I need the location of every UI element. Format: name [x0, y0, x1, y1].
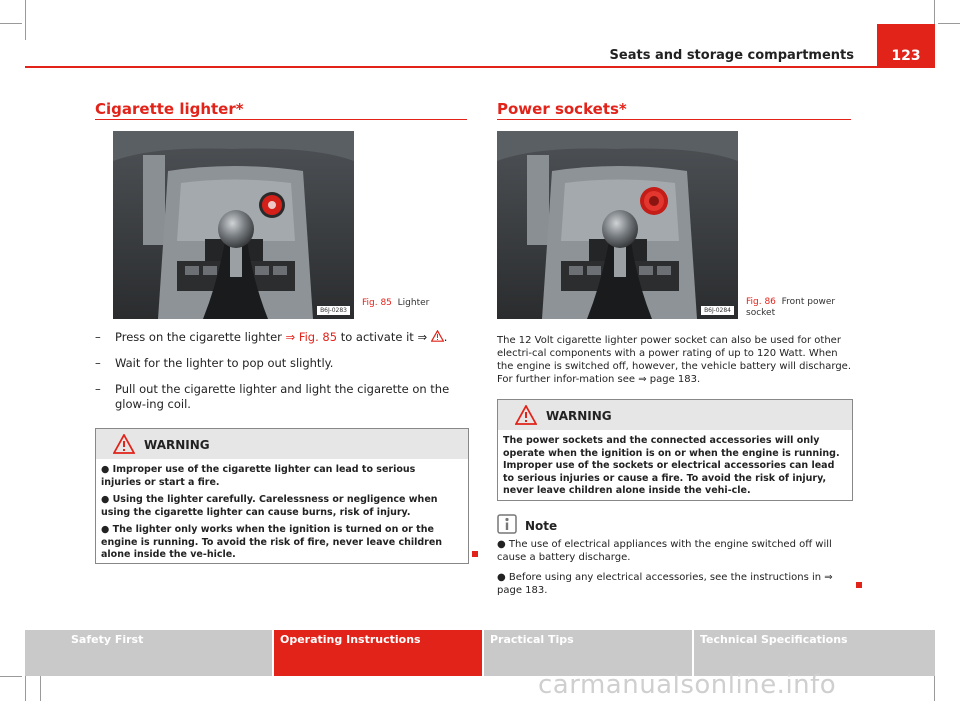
warning-triangle-icon	[113, 434, 135, 454]
figure-link[interactable]: ⇒ Fig. 85	[285, 330, 338, 344]
instruction-steps	[95, 330, 467, 423]
header-rule	[25, 66, 880, 68]
warning-item: ● The lighter only works when the ignition is turned on or the engine is running. To avoid the risk of fire, never leave children alone inside the ve-hicle.	[101, 524, 443, 560]
section-rule	[497, 119, 851, 120]
figure-label: Fig. 86	[746, 297, 776, 307]
note-item: ● The use of electrical appliances with the engine switched off will cause a battery discharge.	[497, 539, 832, 563]
figure-code: B6J-0284	[701, 306, 734, 315]
figure-photo-lighter	[113, 131, 354, 319]
figure-caption-text: Lighter	[397, 298, 430, 308]
warning-title: WARNING	[546, 409, 612, 423]
section-title-power-sockets: Power sockets*	[497, 100, 627, 118]
watermark: carmanualsonline.info	[538, 670, 837, 700]
step-item: – Wait for the lighter to pop out slightly.	[95, 356, 334, 370]
footer-tab-operating-instructions[interactable]: Operating Instructions	[274, 630, 482, 676]
section-end-mark	[472, 551, 478, 557]
warning-icon[interactable]	[431, 330, 444, 342]
step-item: – Pull out the cigarette lighter and light the cigarette on the glow-ing coil.	[95, 382, 450, 411]
warning-body	[96, 459, 468, 573]
footer-tab-technical-specifications[interactable]: Technical Specifications	[694, 630, 935, 676]
step-item: – Press on the cigarette lighter ⇒ Fig. 85 to activate it ⇒ .	[95, 330, 448, 344]
power-socket-paragraph: The 12 Volt cigarette lighter power socket can also be used for other electri-cal components with a power rating of up to 120 Watt. When the engine is switched off, however, the vehicle battery will discharge. For further infor-mation see ⇒ page 183.	[497, 335, 852, 385]
warning-item: ● Improper use of the cigarette lighter can lead to serious injuries or start a fire.	[101, 464, 416, 488]
figure-code: B6J-0283	[317, 306, 350, 315]
figure-photo-power-socket	[497, 131, 738, 319]
crop-mark	[40, 676, 41, 701]
warning-header	[498, 400, 852, 430]
figure-caption	[746, 297, 841, 319]
footer-tab-safety-first[interactable]: Safety First	[25, 630, 272, 676]
note-item: ● Before using any electrical accessories, see the instructions in ⇒ page 183.	[497, 572, 833, 596]
note-icon	[497, 514, 517, 534]
crop-mark	[25, 676, 26, 701]
warning-header	[96, 429, 468, 459]
section-title-cigarette-lighter: Cigarette lighter*	[95, 100, 244, 118]
note-body	[497, 538, 855, 597]
crop-mark	[938, 23, 960, 24]
figure-caption-text: Front power socket	[746, 297, 836, 318]
chapter-title: Seats and storage compartments	[609, 48, 854, 63]
section-end-mark	[856, 582, 862, 588]
warning-text: The power sockets and the connected accessories will only operate when the ignition is on or when the engine is running. Improper use of the sockets or electrical accessories can lead to serious injuries or cause a fire. To avoid the risk of injury, never leave children alone inside the vehi-cle.	[503, 435, 840, 496]
warning-box	[497, 399, 853, 501]
warning-item: ● Using the lighter carefully. Carelessness or negligence when using the cigarette lighter can cause burns, risk of injury.	[101, 494, 438, 518]
warning-triangle-icon	[515, 405, 537, 425]
crop-mark	[0, 676, 22, 677]
page-number: 123	[891, 48, 921, 64]
warning-box	[95, 428, 469, 564]
crop-mark	[0, 23, 22, 24]
warning-body	[498, 430, 852, 509]
crop-mark	[934, 676, 935, 701]
note-title: Note	[525, 519, 558, 533]
figure-caption	[362, 298, 429, 309]
figure-label: Fig. 85	[362, 298, 392, 308]
footer-tab-practical-tips[interactable]: Practical Tips	[484, 630, 692, 676]
crop-mark	[25, 0, 26, 40]
warning-title: WARNING	[144, 438, 210, 452]
section-rule	[95, 119, 467, 120]
